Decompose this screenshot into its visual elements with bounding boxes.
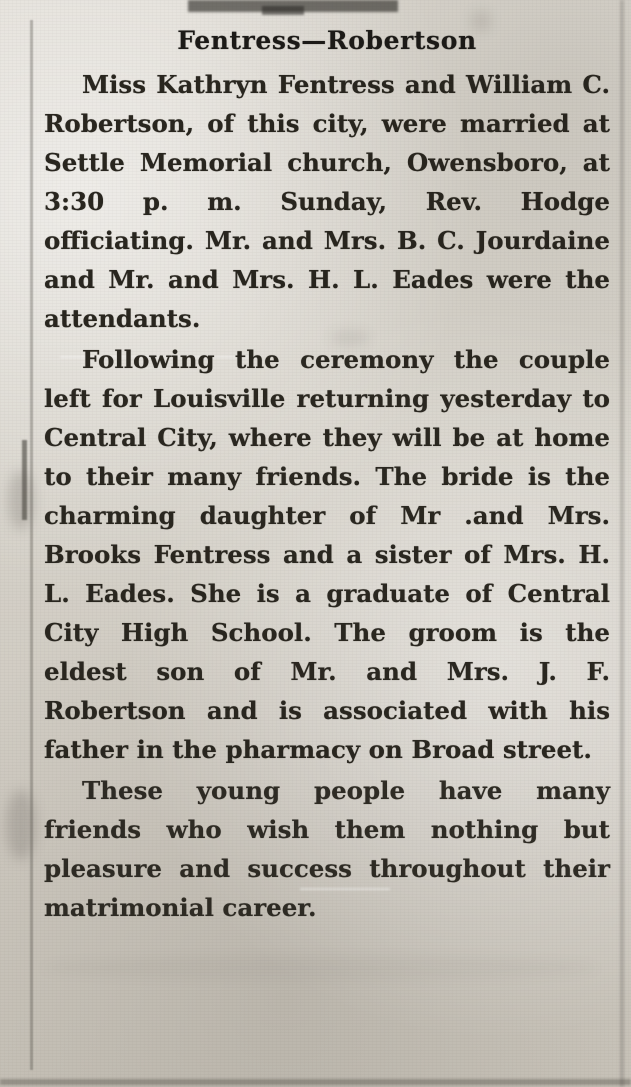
column-rule-left (30, 20, 33, 1070)
article-paragraph: Following the ceremony the couple left for Louisville returning yesterday to Central City, where they will be at home to their many friends. The bride is the charming daughter of Mr .and Mrs. Brooks Fentress and a sister of Mrs. H. L. Eades. She is a graduate of Central City High School. The groom is the eldest son of Mr. and Mrs. J. F. Robertson and is associated with his father in the pharmacy on Broad street. (44, 345, 610, 764)
column-rule-left-mark (22, 440, 27, 520)
article-paragraph: Miss Kathryn Fentress and William C. Robertson, of this city, were married at Settle Memorial church, Owensboro, at 3:30 p. m. Sunday, Rev. Hodge officiating. Mr. and Mrs. B. C. Jourdaine and Mr. and Mrs. H. L. Eades were the attendants. (44, 70, 610, 333)
previous-article-fragment-2 (262, 6, 304, 15)
article-body (44, 26, 610, 927)
column-rule-right (620, 0, 624, 1087)
article-headline: Fentress—Robertson (177, 26, 477, 55)
scan-smudge (40, 955, 600, 981)
clipping-bottom-edge (0, 1079, 631, 1085)
article-paragraph: These young people have many friends who wish them nothing but pleasure and success throughout their matrimonial career. (44, 776, 610, 922)
